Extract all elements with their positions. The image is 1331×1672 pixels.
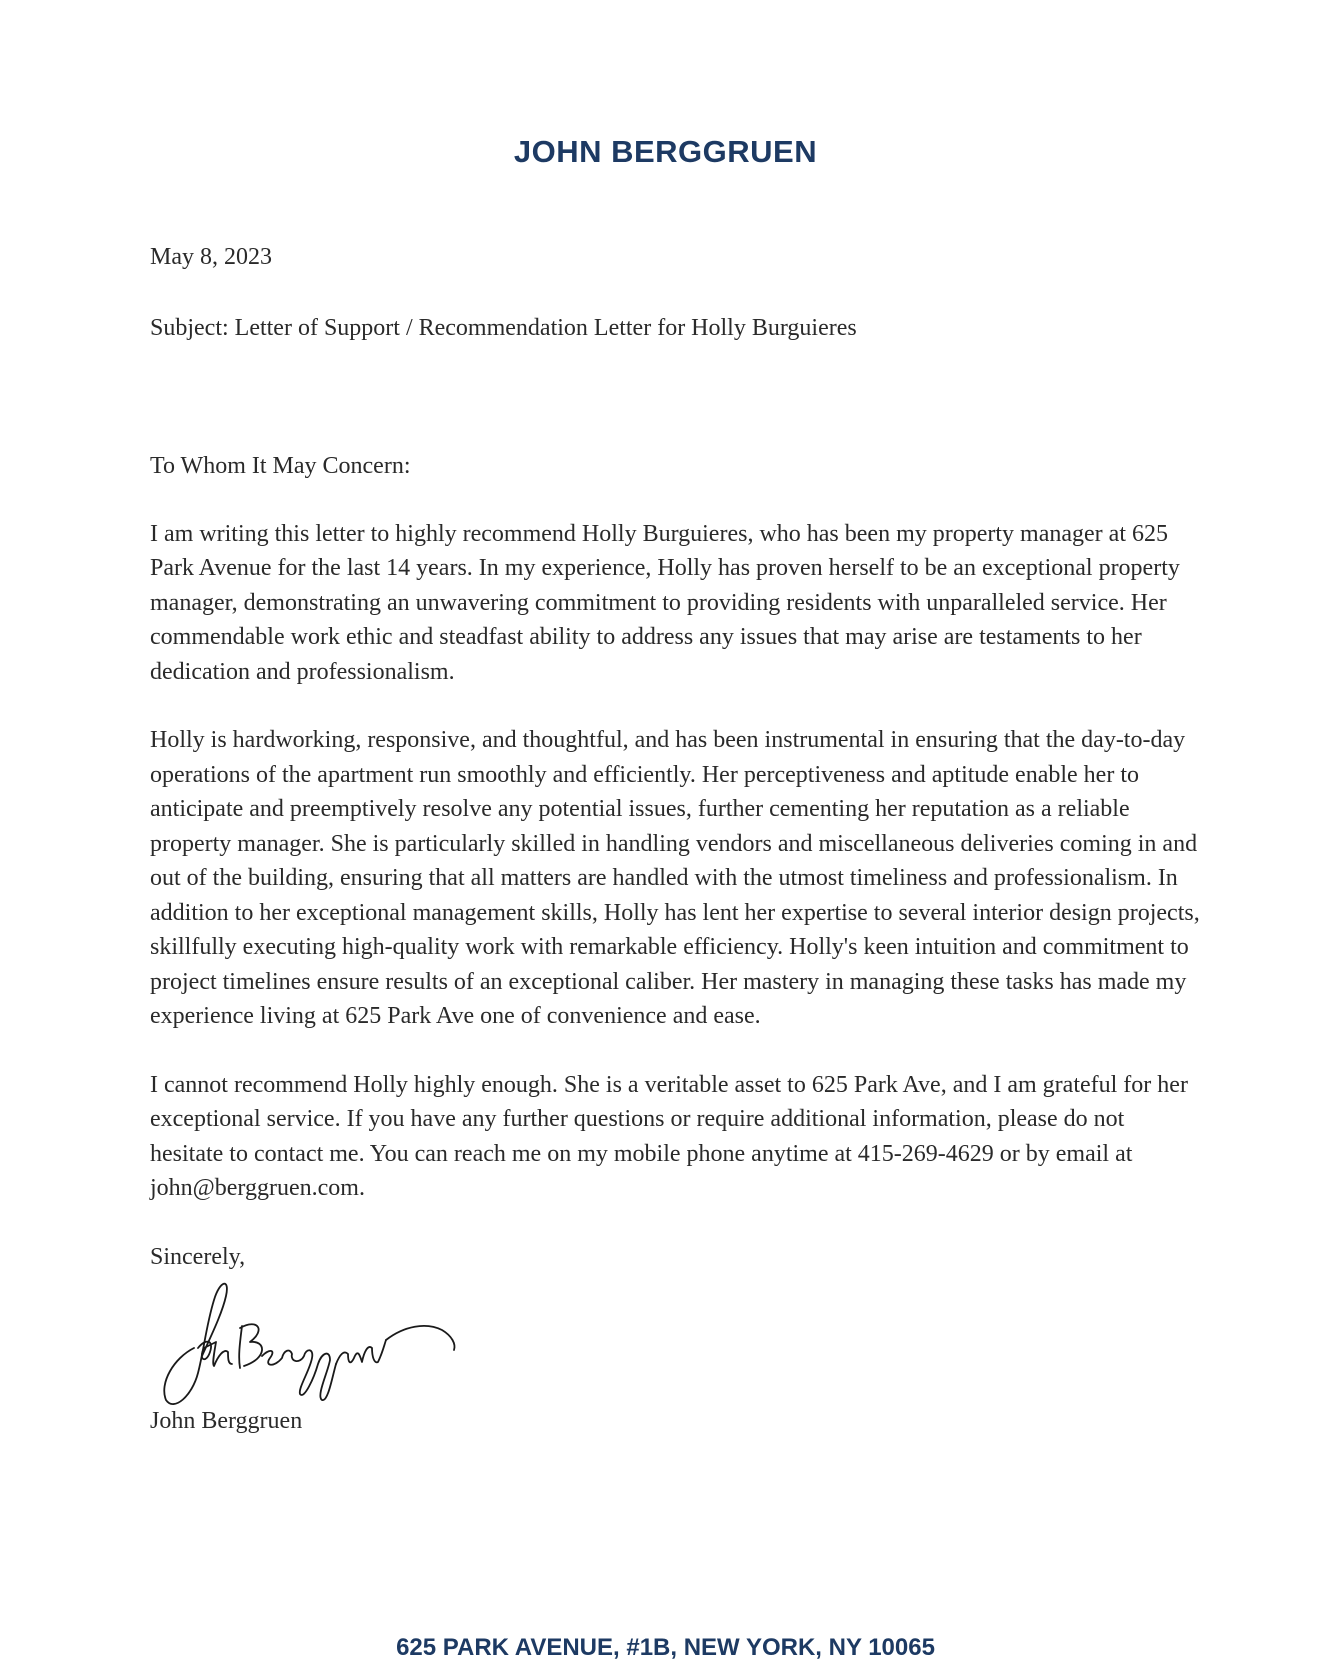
letter-paragraph: I am writing this letter to highly recommend Holly Burguieres, who has been my property manager at 625 Park Avenue for the last 14 years. In my experience, Holly has proven herself to be an exceptional property manager, demonstrating an unwavering commitment to providing residents with unparalleled service. Her commendable work ethic and steadfast ability to address any issues that may arise are testaments to her dedication and professionalism.	[150, 520, 1180, 685]
letter-body	[150, 240, 1200, 1439]
footer-address: 625 PARK AVENUE, #1B, NEW YORK, NY 10065	[396, 1634, 935, 1661]
letter-salutation: To Whom It May Concern:	[150, 453, 411, 479]
letter-date: May 8, 2023	[150, 244, 272, 270]
signer-name: John Berggruen	[150, 1408, 303, 1434]
letterhead-name: JOHN BERGGRUEN	[513, 134, 818, 169]
letter-closing: Sincerely,	[150, 1243, 246, 1270]
letter-paragraph: Holly is hardworking, responsive, and thoughtful, and has been instrumental in ensuring that the day-to-day operations of the apartment run smoothly and efficiently. Her perceptiveness and aptitude enable her to anticipate and preemptively resolve any potential issues, further cementing her reputation as a reliable property manager. She is particularly skilled in handling vendors and miscellaneous deliveries coming in and out of the building, ensuring that all matters are handled with the utmost timeliness and professionalism. In addition to her exceptional management skills, Holly has lent her expertise to several interior design projects, skillfully executing high-quality work with remarkable efficiency. Holly's keen intuition and commitment to project timelines ensure results of an exceptional caliber. Her mastery in managing these tasks has made my experience living at 625 Park Ave one of convenience and ease.	[150, 727, 1200, 1029]
letter-subject: Subject: Letter of Support / Recommendation Letter for Holly Burguieres	[150, 314, 857, 341]
letter-paragraph: I cannot recommend Holly highly enough. She is a veritable asset to 625 Park Ave, and I am grateful for her exceptional service. If you have any further questions or require additional information, please do not hesitate to contact me. You can reach me on my mobile phone anytime at 415-269-4629 or by email at john@berggruen.com.	[150, 1071, 1188, 1201]
signature-icon	[154, 1278, 464, 1410]
